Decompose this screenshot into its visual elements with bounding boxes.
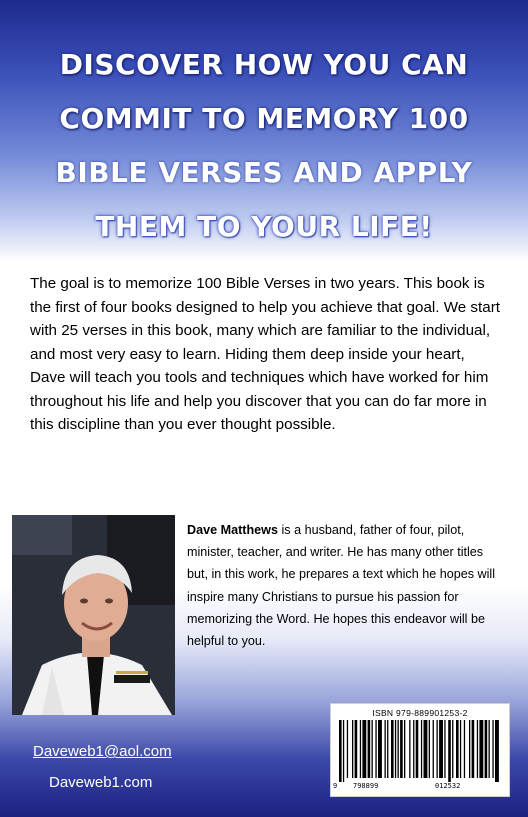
barcode-bar: [464, 720, 465, 778]
barcode-bar: [409, 720, 410, 778]
barcode-bar: [385, 720, 386, 778]
barcode-digits-left: 798899: [353, 782, 379, 790]
barcode-bar: [429, 720, 430, 778]
barcode-bar: [413, 720, 414, 778]
barcode-bar: [404, 720, 405, 778]
isbn-barcode: [330, 703, 510, 797]
headline-line-4: THEM TO YOUR LIFE!: [95, 210, 433, 243]
barcode-bar: [391, 720, 394, 778]
barcode-bar: [495, 720, 499, 782]
barcode-bar: [456, 720, 459, 778]
author-portrait-illustration: [12, 515, 175, 715]
barcode-bar: [416, 720, 419, 778]
author-name: Dave Matthews: [187, 523, 278, 537]
isbn-number: ISBN 979-889901253-2: [372, 708, 468, 718]
barcode-bar: [492, 720, 493, 778]
headline-line-3: BIBLE VERSES AND APPLY: [55, 156, 473, 189]
barcode-bar: [485, 720, 488, 778]
barcode-bar: [343, 720, 344, 782]
barcode-bar: [448, 720, 451, 782]
headline-line-2: COMMIT TO MEMORY 100: [59, 102, 469, 135]
author-bio: [187, 519, 507, 652]
barcode-bar: [437, 720, 438, 778]
barcode-bar: [489, 720, 490, 778]
barcode-bar: [355, 720, 358, 778]
barcode-bar: [424, 720, 428, 778]
barcode-bar: [444, 720, 445, 778]
barcode-digit-first: 9: [333, 782, 338, 790]
barcode-bars: [337, 720, 503, 782]
barcode-bar: [347, 720, 348, 778]
barcode-bar: [368, 720, 371, 778]
barcode-bar: [352, 720, 353, 778]
author-email-link[interactable]: Daveweb1@aol.com: [33, 743, 172, 760]
barcode-bar: [398, 720, 399, 778]
barcode-bar: [460, 720, 461, 778]
barcode-digits-right: 012532: [435, 782, 461, 790]
barcode-bar: [360, 720, 361, 778]
author-photo: [12, 515, 175, 715]
barcode-bar: [433, 720, 434, 778]
barcode-bar: [362, 720, 366, 778]
barcode-bar: [400, 720, 403, 778]
barcode-bar: [375, 720, 376, 778]
headline-line-1: DISCOVER HOW YOU CAN: [59, 48, 469, 81]
book-description: The goal is to memorize 100 Bible Verses in two years. This book is the first of four books designed to help you achieve that goal. We start with 25 verses in this book, many which are familiar to the individual, and most very easy to learn. Hiding them deep inside your heart, Dave will teach you tools and techniques which have worked for him throughout his life and help you discover that you can do far more in this discipline than you ever thought possible.: [30, 275, 500, 433]
barcode-bar: [452, 720, 453, 778]
barcode-bar: [339, 720, 342, 782]
barcode-bar: [421, 720, 422, 778]
barcode-bar: [378, 720, 382, 778]
author-bio-text: is a husband, father of four, pilot, minister, teacher, and writer. He has many other titles but, in this work, he prepares a text which he hopes will inspire many Christians to pursue his passion for memorizing the Word. He hopes this endeavor will be helpful to you.: [187, 523, 496, 649]
barcode-bar: [472, 720, 475, 778]
headline: [0, 38, 528, 254]
author-website: Daveweb1.com: [49, 774, 153, 791]
barcode-bar: [479, 720, 483, 778]
barcode-bar: [387, 720, 388, 778]
barcode-bar: [395, 720, 396, 778]
barcode-bar: [477, 720, 478, 778]
barcode-bar: [372, 720, 373, 778]
barcode-bar: [439, 720, 443, 778]
barcode-bar: [469, 720, 470, 778]
